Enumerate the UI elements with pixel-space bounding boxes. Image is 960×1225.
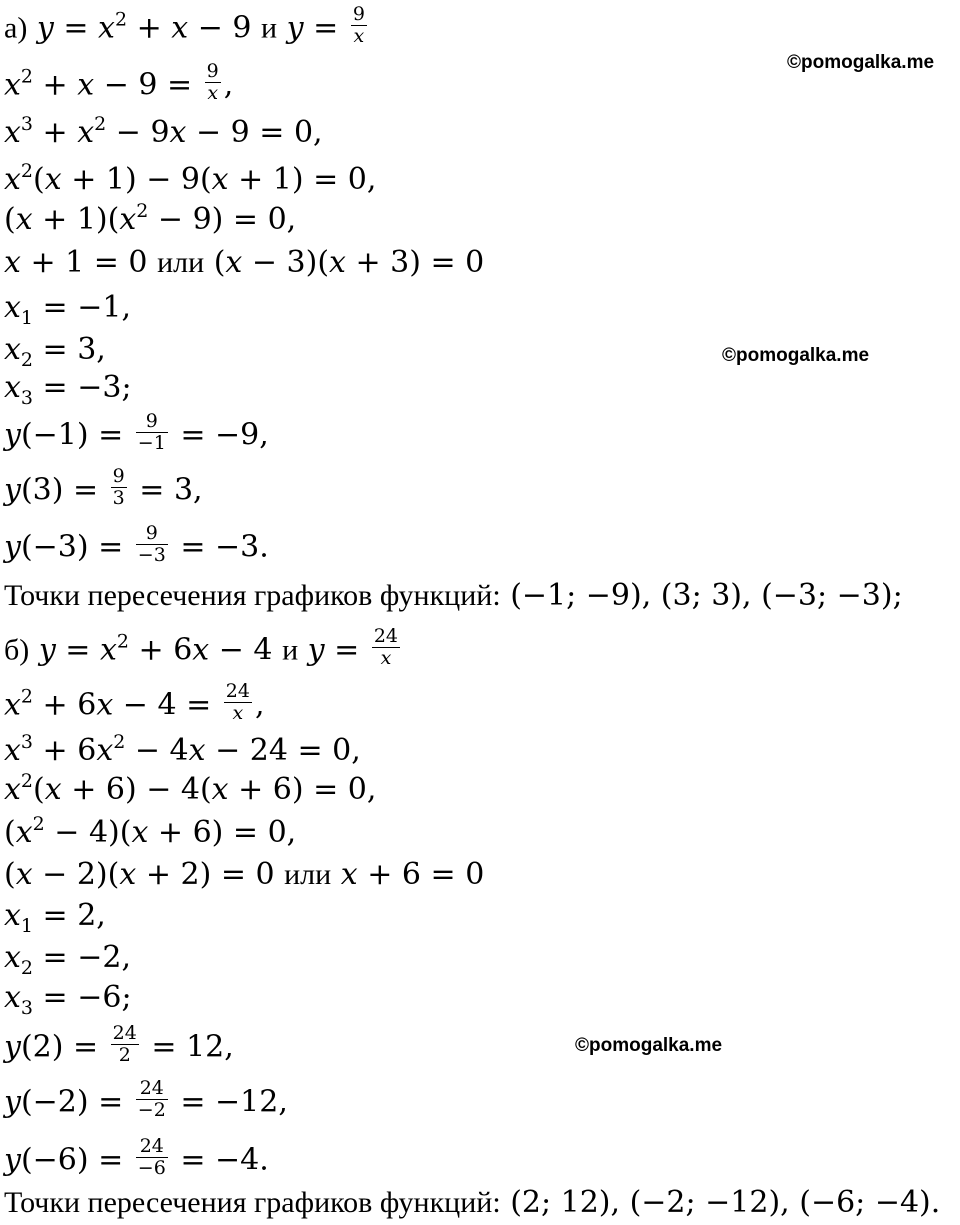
equation-line: $x^3 + x^2 - 9x - 9 = 0$, — [4, 113, 323, 150]
conclusion-text: Точки пересечения графиков функций: — [4, 579, 501, 612]
conclusion-text: Точки пересечения графиков функций: — [4, 1186, 501, 1219]
equation-line: y(−6) = $\frac{24}{-6}$ = −4. — [4, 1135, 269, 1179]
equation-line: $x_2 = -2$, — [4, 940, 131, 979]
watermark: ©pomogalka.me — [575, 1035, 723, 1056]
intersection-points: (−1; −9), (3; 3), (−3; −3); — [510, 578, 903, 613]
conjunction: и — [282, 633, 299, 667]
intersection-points: (2; 12), (−2; −12), (−6; −4). — [510, 1185, 941, 1220]
conclusion-line — [4, 1185, 940, 1225]
equation-line: (x − 2)(x + 2) = 0 или x + 6 = 0 — [4, 857, 485, 892]
watermark: ©pomogalka.me — [787, 52, 935, 73]
equation-line: $x^3 + 6x^2 - 4x - 24 = 0$, — [4, 731, 361, 768]
equation-line: y(−2) = $\frac{24}{-2}$ = −12, — [4, 1077, 288, 1121]
part-label: а) — [4, 11, 28, 45]
equation-line: $x^2(x + 6) - 4(x + 6) = 0$, — [4, 770, 377, 807]
equation-line: $x_3 = -6$; — [4, 980, 132, 1019]
equation-line: y(−1) = $\frac{9}{-1}$ = −9, — [4, 410, 269, 454]
equation-line: $x^2(x + 1) - 9(x + 1) = 0$, — [4, 160, 377, 197]
conjunction: или — [157, 246, 205, 279]
part-label: б) — [4, 633, 30, 667]
watermark: ©pomogalka.me — [722, 345, 870, 366]
equation-line: $(x + 1)(x^2 - 9) = 0$, — [4, 200, 297, 237]
equation-line: y(2) = $\frac{24}{2}$ = 12, — [4, 1022, 234, 1066]
equation-line: $x_3 = -3$; — [4, 370, 132, 409]
equation-line: $x_2 = 3$, — [4, 332, 106, 371]
conclusion-line — [4, 578, 903, 618]
equation-line: x + 1 = 0 или (x − 3)(x + 3) = 0 — [4, 245, 485, 280]
equation-line: y(3) = $\frac{9}{3}$ = 3, — [4, 465, 203, 509]
conjunction: или — [284, 858, 332, 891]
equation-line: $x^2 + 6x - 4$ = $\frac{24}{x}$ , — [4, 680, 265, 724]
equation-line: $x^2 + x - 9$ = $\frac{9}{x}$ , — [4, 60, 234, 104]
equation-line: $(x^2 - 4)(x + 6) = 0$, — [4, 813, 297, 850]
equation-line: y(−3) = $\frac{9}{-3}$ = −3. — [4, 522, 269, 566]
line-b-header: б) $y = x^2 + 6x - 4$ и y = $\frac{24}{x}$ — [4, 625, 399, 669]
equation-line: $x_1 = 2$, — [4, 898, 106, 937]
equation-line: $x_1 = -1$, — [4, 290, 131, 329]
conjunction: и — [261, 11, 278, 45]
line-a-header: а) $y = x^2 + x - 9$ и y = $\frac{9}{x}$ — [4, 3, 365, 47]
